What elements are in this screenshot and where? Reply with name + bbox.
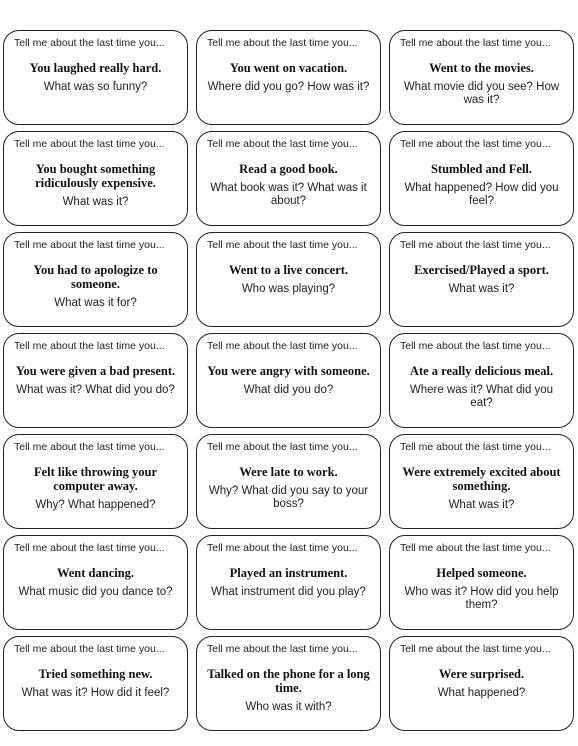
conversation-card	[3, 131, 188, 226]
card-topic: You bought something ridiculously expensive.	[35, 162, 156, 190]
card-question: What book was it? What was it about?	[210, 182, 367, 207]
card-prompt: Tell me about the last time you...	[207, 37, 358, 49]
card-topic: Talked on the phone for a long time.	[207, 667, 370, 695]
conversation-card	[196, 131, 381, 226]
conversation-card	[389, 30, 574, 125]
card-topic: Were late to work.	[239, 465, 338, 479]
card-question: Who was it with?	[245, 701, 332, 713]
card-prompt: Tell me about the last time you...	[207, 542, 358, 554]
card-question: What did you do?	[243, 384, 334, 396]
card-prompt: Tell me about the last time you...	[400, 239, 551, 251]
card-topic: Read a good book.	[239, 162, 338, 176]
conversation-card	[389, 131, 574, 226]
card-topic: Ate a really delicious meal.	[409, 364, 554, 378]
card-topic: Went dancing.	[56, 566, 135, 580]
card-prompt: Tell me about the last time you...	[207, 138, 358, 150]
conversation-card	[3, 333, 188, 428]
card-question: Where did you go? How was it?	[207, 81, 370, 93]
card-question: What was so funny?	[43, 81, 148, 93]
card-question: Why? What happened?	[35, 499, 156, 511]
card-question: What happened? How did you feel?	[404, 182, 559, 207]
card-topic: Went to a live concert.	[228, 263, 349, 277]
conversation-card	[389, 232, 574, 327]
card-topic: Played an instrument.	[229, 566, 348, 580]
card-question: What was it?	[448, 283, 515, 295]
card-prompt: Tell me about the last time you...	[14, 441, 165, 453]
conversation-card	[3, 30, 188, 125]
card-topic: You went on vacation.	[229, 61, 348, 75]
card-topic: Were extremely excited about something.	[402, 465, 561, 493]
conversation-card	[389, 434, 574, 529]
card-prompt: Tell me about the last time you...	[14, 239, 165, 251]
conversation-card	[3, 535, 188, 630]
card-question: What movie did you see? How was it?	[403, 81, 560, 106]
card-topic: Went to the movies.	[429, 61, 534, 75]
card-question: Why? What did you say to your boss?	[208, 485, 369, 510]
card-prompt: Tell me about the last time you...	[14, 37, 165, 49]
card-prompt: Tell me about the last time you...	[400, 441, 551, 453]
card-topic: You laughed really hard.	[29, 61, 162, 75]
card-prompt: Tell me about the last time you...	[207, 239, 358, 251]
card-question: What was it? What did you do?	[16, 384, 175, 396]
card-topic: Stumbled and Fell.	[430, 162, 533, 176]
conversation-card	[196, 30, 381, 125]
conversation-card	[196, 535, 381, 630]
card-question: Where was it? What did you eat?	[409, 384, 554, 409]
card-prompt: Tell me about the last time you...	[400, 138, 551, 150]
card-prompt: Tell me about the last time you...	[400, 542, 551, 554]
card-topic: Tried something new.	[38, 667, 153, 681]
card-prompt: Tell me about the last time you...	[400, 37, 551, 49]
card-question: Who was playing?	[241, 283, 336, 295]
conversation-card	[3, 434, 188, 529]
card-question: What was it?	[62, 196, 129, 208]
card-question: Who was it? How did you help them?	[404, 586, 559, 611]
card-prompt: Tell me about the last time you...	[207, 340, 358, 352]
card-question: What happened?	[437, 687, 526, 699]
card-grid	[3, 30, 576, 730]
card-prompt: Tell me about the last time you...	[400, 643, 551, 655]
card-question: What was it? How did it feel?	[21, 687, 170, 699]
card-prompt: Tell me about the last time you...	[14, 138, 165, 150]
card-topic: Were surprised.	[438, 667, 525, 681]
conversation-card	[389, 636, 574, 731]
card-topic: Exercised/Played a sport.	[414, 263, 549, 277]
conversation-card	[389, 333, 574, 428]
card-prompt: Tell me about the last time you...	[400, 340, 551, 352]
card-prompt: Tell me about the last time you...	[14, 643, 165, 655]
card-prompt: Tell me about the last time you...	[14, 542, 165, 554]
card-topic: Felt like throwing your computer away.	[33, 465, 158, 493]
card-topic: You had to apologize to someone.	[33, 263, 158, 291]
card-prompt: Tell me about the last time you...	[207, 643, 358, 655]
conversation-card	[3, 232, 188, 327]
card-prompt: Tell me about the last time you...	[14, 340, 165, 352]
card-prompt: Tell me about the last time you...	[207, 441, 358, 453]
conversation-card	[196, 434, 381, 529]
card-question: What was it?	[448, 499, 515, 511]
conversation-card	[196, 636, 381, 731]
card-question: What instrument did you play?	[211, 586, 366, 598]
card-question: What music did you dance to?	[18, 586, 173, 598]
card-question: What was it for?	[54, 297, 137, 309]
card-topic: Helped someone.	[436, 566, 527, 580]
conversation-card	[196, 232, 381, 327]
conversation-card	[196, 333, 381, 428]
conversation-card	[389, 535, 574, 630]
card-topic: You were given a bad present.	[15, 364, 176, 378]
conversation-card	[3, 636, 188, 731]
card-topic: You were angry with someone.	[207, 364, 370, 378]
